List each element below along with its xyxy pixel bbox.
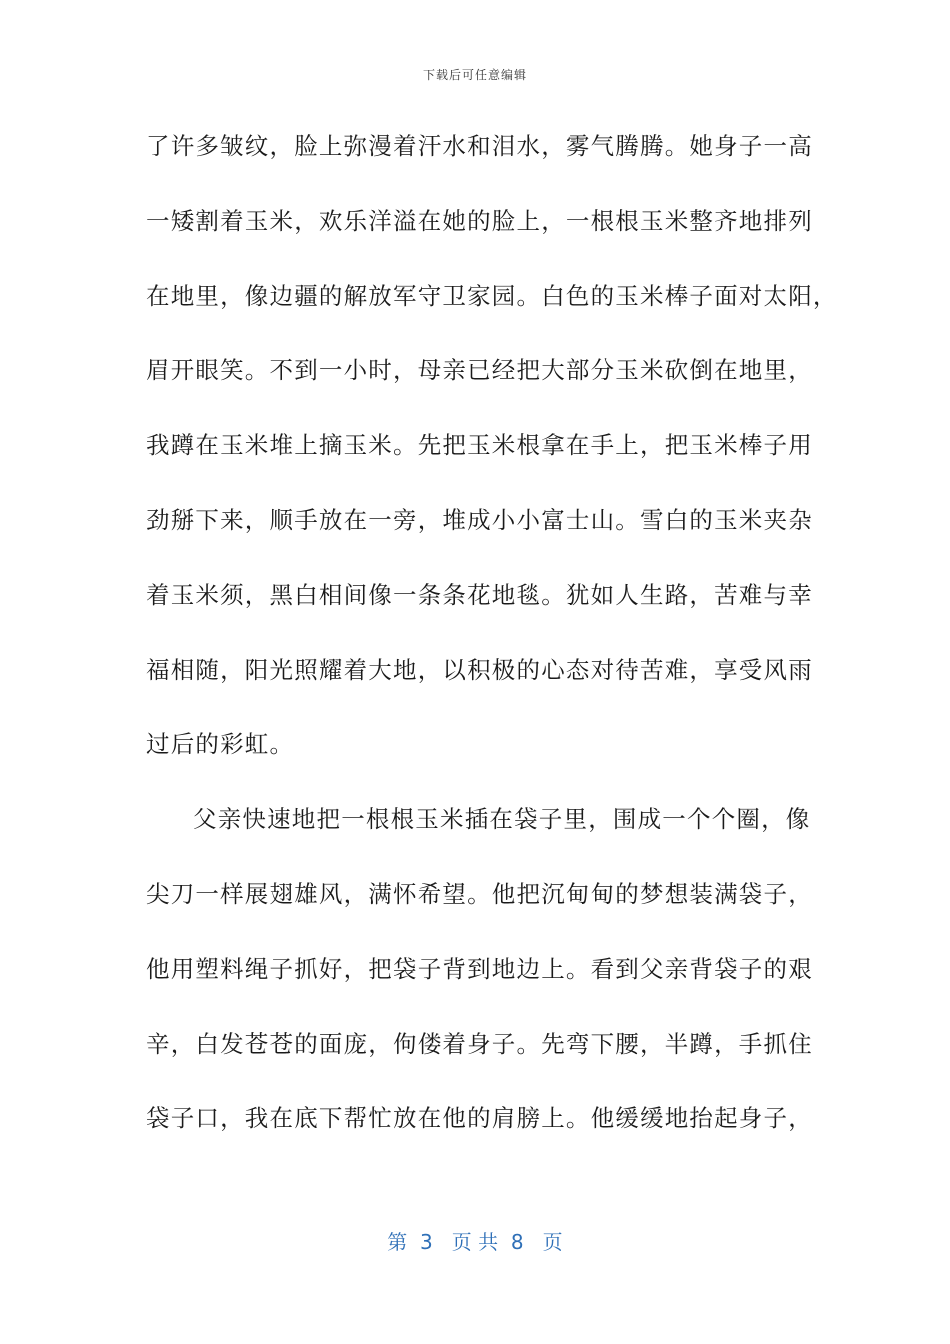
page-number-footer: 第 3 页 共 8 页 xyxy=(387,1230,563,1254)
text-line: 尖刀一样展翅雄风，满怀希望。他把沉甸甸的梦想装满袋子， xyxy=(146,879,813,908)
text-line: 袋子口，我在底下帮忙放在他的肩膀上。他缓缓地抬起身子， xyxy=(146,1104,813,1133)
text-line: 在地里，像边疆的解放军守卫家园。白色的玉米棒子面对太阳， xyxy=(146,281,838,310)
text-line: 着玉米须，黑白相间像一条条花地毯。犹如人生路，苦难与幸 xyxy=(146,580,813,609)
page-header: 下载后可任意编辑 xyxy=(422,68,527,82)
text-line: 一矮割着玉米，欢乐洋溢在她的脸上，一根根玉米整齐地排列 xyxy=(146,206,813,235)
text-line: 过后的彩虹。 xyxy=(146,730,295,759)
text-line: 父亲快速地把一根根玉米插在袋子里，围成一个个圈，像 xyxy=(193,805,811,834)
document-body xyxy=(146,120,838,1167)
text-line: 眉开眼笑。不到一小时，母亲已经把大部分玉米砍倒在地里， xyxy=(146,356,813,385)
text-line: 我蹲在玉米堆上摘玉米。先把玉米根拿在手上，把玉米棒子用 xyxy=(146,431,813,460)
text-line: 了许多皱纹，脸上弥漫着汗水和泪水，雾气腾腾。她身子一高 xyxy=(146,132,813,160)
text-line: 劲掰下来，顺手放在一旁，堆成小小富士山。雪白的玉米夹杂 xyxy=(146,505,813,534)
text-line: 福相随，阳光照耀着大地，以积极的心态对待苦难，享受风雨 xyxy=(146,655,813,684)
text-line: 辛，白发苍苍的面庞，佝偻着身子。先弯下腰，半蹲，手抓住 xyxy=(146,1029,813,1058)
text-line: 他用塑料绳子抓好，把袋子背到地边上。看到父亲背袋子的艰 xyxy=(146,954,813,983)
